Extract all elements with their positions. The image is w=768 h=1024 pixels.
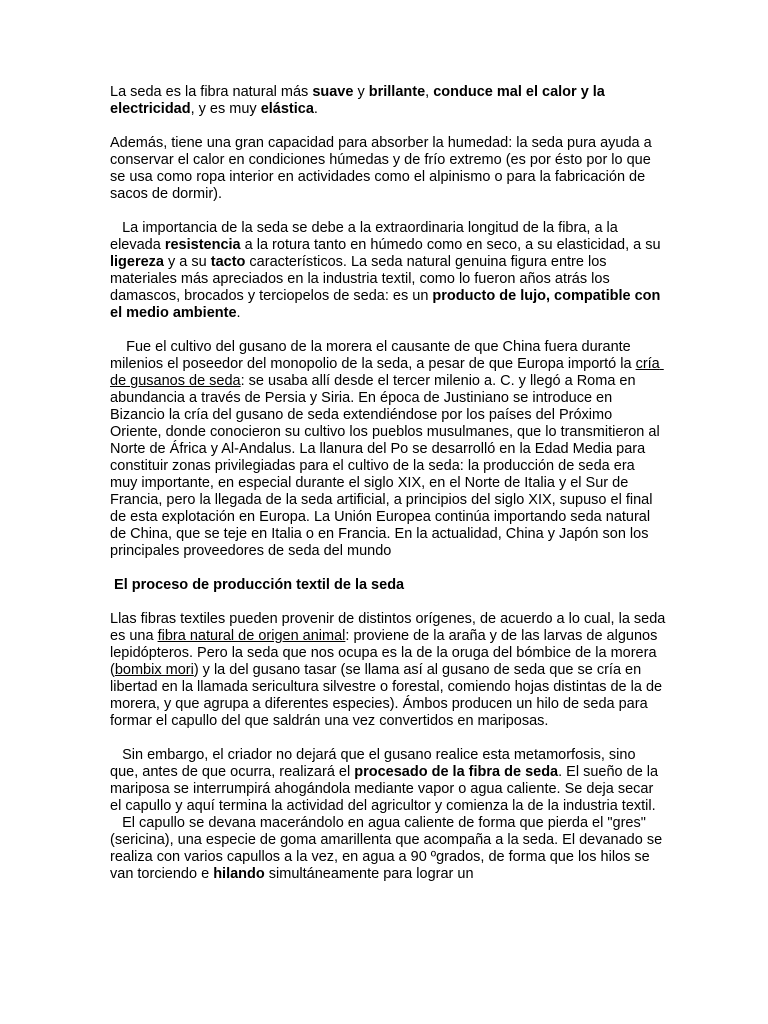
text-segment: ) y la del gusano tasar (se llama así al gusano de seda que se cría en libertad en la llamada sericultura silvestre o forestal, comiendo hojas distintas de la de morera, y que agrupa a diferentes especies). Ámbos producen un hilo de seda para formar el capullo del que saldrán una vez convertidos en mariposas. <box>110 662 667 729</box>
text-segment: La importancia de la seda se debe a la extraordinaria longitud de la fibra, a la elevada <box>110 220 622 253</box>
paragraph <box>110 339 666 560</box>
text-segment: . <box>313 101 318 117</box>
bold-text: procesado de la fibra de seda <box>354 764 559 780</box>
text-segment: Llas fibras textiles pueden provenir de distintos orígenes, de acuerdo a lo cual, la seda es una <box>110 611 670 644</box>
text-segment: , y es muy <box>190 101 261 117</box>
text-segment: , <box>425 84 434 100</box>
text-segment: . <box>236 305 241 321</box>
bold-text: tacto <box>210 254 246 270</box>
paragraph <box>110 611 670 730</box>
underlined-link-text: bombix mori <box>114 662 194 678</box>
underlined-link-text: cría de gusanos de seda <box>110 356 664 389</box>
text-segment: característicos. La seda natural genuina figura entre los materiales más apreciados en la industria textil, como lo fueron años atrás los damascos, brocados y terciopelos de seda: es un <box>110 254 614 304</box>
text-segment: : proviene de la araña y de las larvas de algunos lepidópteros. Pero la seda que nos ocupa es la de la oruga del bómbice de la morera ( <box>110 628 662 678</box>
paragraph <box>110 135 666 203</box>
text-segment: Además, tiene una gran capacidad para absorber la humedad: la seda pura ayuda a conservar el calor en condiciones húmedas y de frío extremo (es por ésto por lo que se usa como ropa interior en actividades como el alpinismo o para la fabricación de sacos de dormir). <box>110 135 656 202</box>
text-segment: La seda es la fibra natural más <box>110 84 313 100</box>
text-segment: Fue el cultivo del gusano de la morera el causante de que China fuera durante milenios el poseedor del monopolio de la seda, a pesar de que Europa importó la <box>110 339 636 372</box>
bold-text: ligereza <box>110 254 164 270</box>
paragraph <box>110 747 666 815</box>
text-segment: : se usaba allí desde el tercer milenio a. C. y llegó a Roma en abundancia a través de Persia y Siria. En época de Justiniano se introduce en Bizancio la cría del gusano de seda extendiéndose por los países del Próximo Oriente, donde conocieron su cultivo los pueblos musulmanes, que lo transmitieron al Norte de África y Al-Andalus. La llanura del Po se desarrolló en la Edad Media para constituir zonas privilegiadas para el cultivo de la seda: la producción de seda era muy importante, en especial durante el siglo XIX, en el Norte de Italia y el Sur de Francia, pero la llegada de la seda artificial, a principios del siglo XIX, supuso el final de esta explotación en Europa. La Unión Europea continúa importando seda natural de China, que se teje en Italia o en Francia. En la actualidad, China y Japón son los principales proveedores de seda del mundo <box>110 373 664 559</box>
paragraph <box>110 84 666 118</box>
text-segment: a la rotura tanto en húmedo como en seco, a su elasticidad, a su <box>240 237 665 253</box>
text-segment: y a su <box>164 254 211 270</box>
text-segment: . El sueño de la mariposa se interrumpirá ahogándola mediante vapor o agua caliente. Se deja secar el capullo y aquí termina la actividad del agricultor y comienza la de la industria textil. <box>110 764 663 814</box>
underlined-link-text: fibra natural de origen animal <box>157 628 346 644</box>
text-segment: El capullo se devana macerándolo en agua caliente de forma que pierda el "gres" (sericina), una especie de goma amarillenta que acompaña a la seda. El devanado se realiza con varios capullos a la vez, en agua a 90 ºgrados, de forma que los hilos se van torciendo e <box>110 815 667 882</box>
bold-text: El proceso de producción textil de la seda <box>110 577 405 593</box>
text-segment: y <box>353 84 369 100</box>
section-heading <box>110 577 666 594</box>
document-body <box>110 84 670 900</box>
bold-text: brillante <box>368 84 426 100</box>
text-segment: Sin embargo, el criador no dejará que el gusano realice esta metamorfosis, sino que, antes de que ocurra, realizará el <box>110 747 640 780</box>
bold-text: conduce mal el calor y la electricidad <box>110 84 609 117</box>
paragraph <box>110 815 666 883</box>
text-segment: simultáneamente para lograr un <box>264 866 474 882</box>
bold-text: hilando <box>213 866 265 882</box>
paragraph <box>110 220 666 322</box>
bold-text: suave <box>312 84 354 100</box>
bold-text: elástica <box>260 101 314 117</box>
bold-text: resistencia <box>164 237 241 253</box>
bold-text: producto de lujo, compatible con el medio ambiente <box>110 288 665 321</box>
